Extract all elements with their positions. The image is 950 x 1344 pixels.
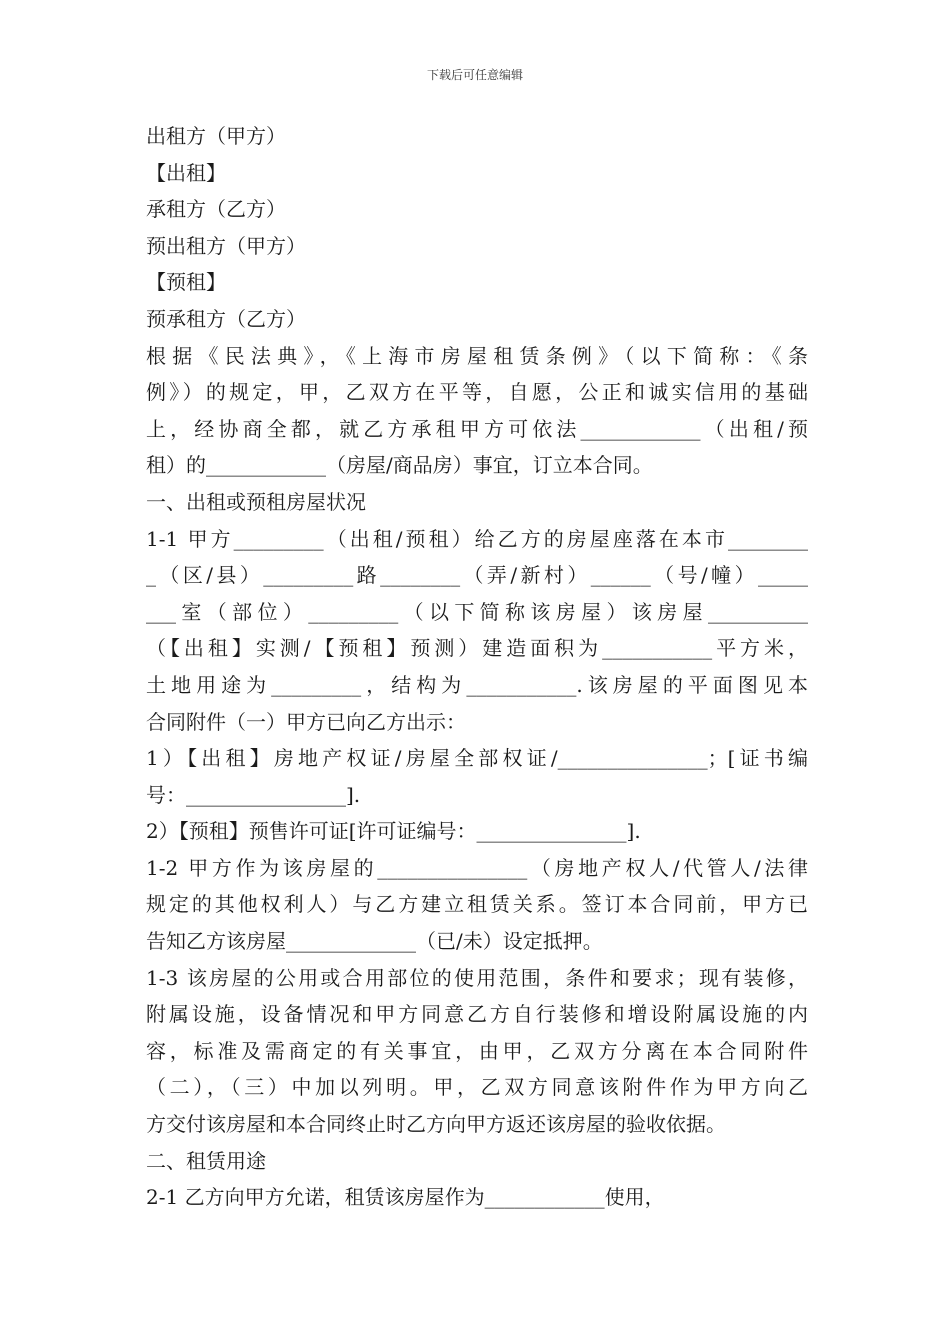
clause-1-1-line: 土地用途为_________，结构为___________.该房屋的平面图见本 (146, 672, 808, 697)
clause-1-3-line: 1-3 该房屋的公用或合用部位的使用范围，条件和要求；现有装修， (146, 965, 808, 990)
page-header-note: 下载后可任意编辑 (426, 68, 523, 82)
clause-1-1-line: 合同附件（一）甲方已向乙方出示： (146, 709, 466, 734)
clause-1-1-item-2: 2）【预租】预售许可证[许可证编号：_______________]. (146, 819, 641, 844)
clause-1-2-line: 1-2 甲方作为该房屋的_______________（房地产权人/代管人/法律 (146, 855, 808, 880)
clause-1-3-line: 方交付该房屋和本合同终止时乙方向甲方返还该房屋的验收依据。 (146, 1112, 726, 1137)
party-lessee-label: 承租方（乙方） (146, 197, 286, 222)
clause-1-1-item-1: 1）【出租】房地产权证/房屋全部权证/_______________；[证书编 (146, 746, 808, 771)
clause-1-1-line: ___室（部位）_________（以下简称该房屋）该房屋__________ (146, 599, 808, 624)
clause-1-2-line: 告知乙方该房屋_____________（已/未）设定抵押。 (146, 929, 603, 954)
clause-1-3-line: 附属设施，设备情况和甲方同意乙方自行装修和增设附属设施的内 (146, 1002, 808, 1027)
section-tag-lease: 【出租】 (146, 160, 226, 185)
preamble-line: 上，经协商全都，就乙方承租甲方可依法____________（出租/预 (146, 416, 808, 441)
contract-body (146, 118, 808, 1216)
section-tag-prelease: 【预租】 (146, 270, 226, 295)
preamble-line: 根据《民法典》，《上海市房屋租赁条例》（以下简称：《条 (146, 343, 808, 368)
clause-1-3-line: （二），（三）中加以列明。甲，乙双方同意该附件作为甲方向乙 (146, 1075, 808, 1100)
section-heading-1: 一、出租或预租房屋状况 (146, 489, 366, 514)
clause-1-1-line: _（区/县）_________路________（弄/新村）______（号/幢）_____ (146, 563, 808, 588)
preamble-line: 租）的____________（房屋/商品房）事宜，订立本合同。 (146, 453, 653, 478)
clause-1-3-line: 容，标准及需商定的有关事宜，由甲，乙双方分离在本合同附件 (146, 1038, 808, 1063)
party-pre-lessor-label: 预出租方（甲方） (146, 233, 306, 258)
party-pre-lessee-label: 预承租方（乙方） (146, 306, 306, 331)
clause-1-1-line: 1-1 甲方_________（出租/预租）给乙方的房屋座落在本市________ (146, 526, 808, 551)
clause-1-1-item-1: 号：________________]. (146, 782, 361, 807)
party-lessor-label: 出租方（甲方） (146, 124, 286, 148)
clause-1-2-line: 规定的其他权利人）与乙方建立租赁关系。签订本合同前，甲方已 (146, 892, 808, 917)
clause-1-1-line: （【出租】实测/【预租】预测）建造面积为___________平方米， (146, 636, 808, 661)
clause-2-1-line: 2-1 乙方向甲方允诺，租赁该房屋作为____________使用， (146, 1185, 665, 1210)
preamble-line: 例》）的规定，甲，乙双方在平等，自愿，公正和诚实信用的基础 (146, 380, 808, 405)
section-heading-2: 二、租赁用途 (146, 1148, 266, 1173)
